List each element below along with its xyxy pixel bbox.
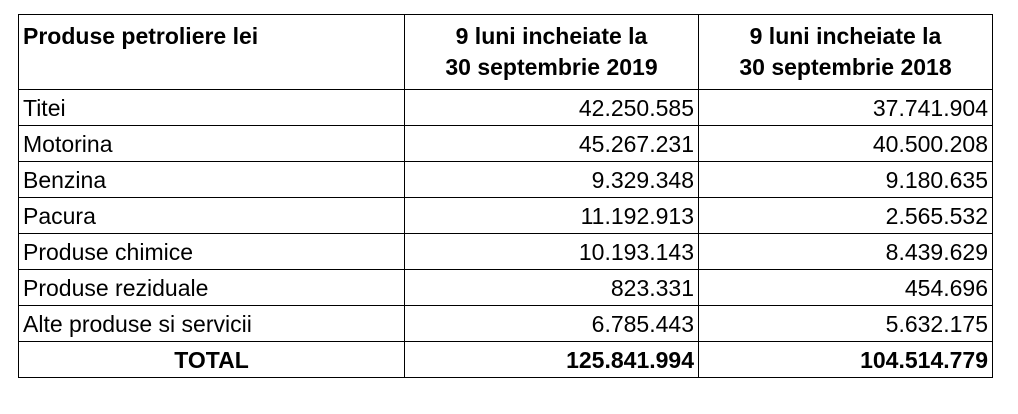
row-value-2019: 6.785.443	[405, 306, 699, 342]
row-value-2018: 8.439.629	[699, 234, 993, 270]
row-value-2018: 2.565.532	[699, 198, 993, 234]
row-value-2019: 11.192.913	[405, 198, 699, 234]
table-row	[19, 234, 993, 270]
row-value-2018: 9.180.635	[699, 162, 993, 198]
row-label: Motorina	[19, 126, 405, 162]
row-value-2019: 42.250.585	[405, 90, 699, 126]
header-period-2019-line2: 30 septembrie 2019	[445, 54, 658, 80]
table-row	[19, 306, 993, 342]
row-label: Alte produse si servicii	[19, 306, 405, 342]
row-label: Produse reziduale	[19, 270, 405, 306]
row-label: Produse chimice	[19, 234, 405, 270]
row-value-2018: 37.741.904	[699, 90, 993, 126]
row-label: Benzina	[19, 162, 405, 198]
total-row	[19, 342, 993, 378]
row-label: Pacura	[19, 198, 405, 234]
total-value-2018: 104.514.779	[699, 342, 993, 378]
table-row	[19, 126, 993, 162]
row-value-2019: 10.193.143	[405, 234, 699, 270]
header-period-2018	[699, 15, 993, 90]
total-value-2019: 125.841.994	[405, 342, 699, 378]
row-value-2019: 45.267.231	[405, 126, 699, 162]
header-period-2018-line1: 9 luni incheiate la	[749, 23, 942, 49]
row-value-2019: 823.331	[405, 270, 699, 306]
row-value-2018: 454.696	[699, 270, 993, 306]
row-value-2018: 5.632.175	[699, 306, 993, 342]
row-value-2019: 9.329.348	[405, 162, 699, 198]
row-value-2018: 40.500.208	[699, 126, 993, 162]
header-period-2019	[405, 15, 699, 90]
table-row	[19, 162, 993, 198]
table-row	[19, 270, 993, 306]
header-product-label: Produse petroliere lei	[19, 15, 405, 90]
row-label: Titei	[19, 90, 405, 126]
table-row	[19, 90, 993, 126]
table-row	[19, 198, 993, 234]
sales-table	[18, 14, 993, 378]
table-header-row	[19, 15, 993, 90]
header-period-2018-line2: 30 septembrie 2018	[739, 54, 952, 80]
header-period-2019-line1: 9 luni incheiate la	[455, 23, 648, 49]
total-label: TOTAL	[19, 342, 405, 378]
